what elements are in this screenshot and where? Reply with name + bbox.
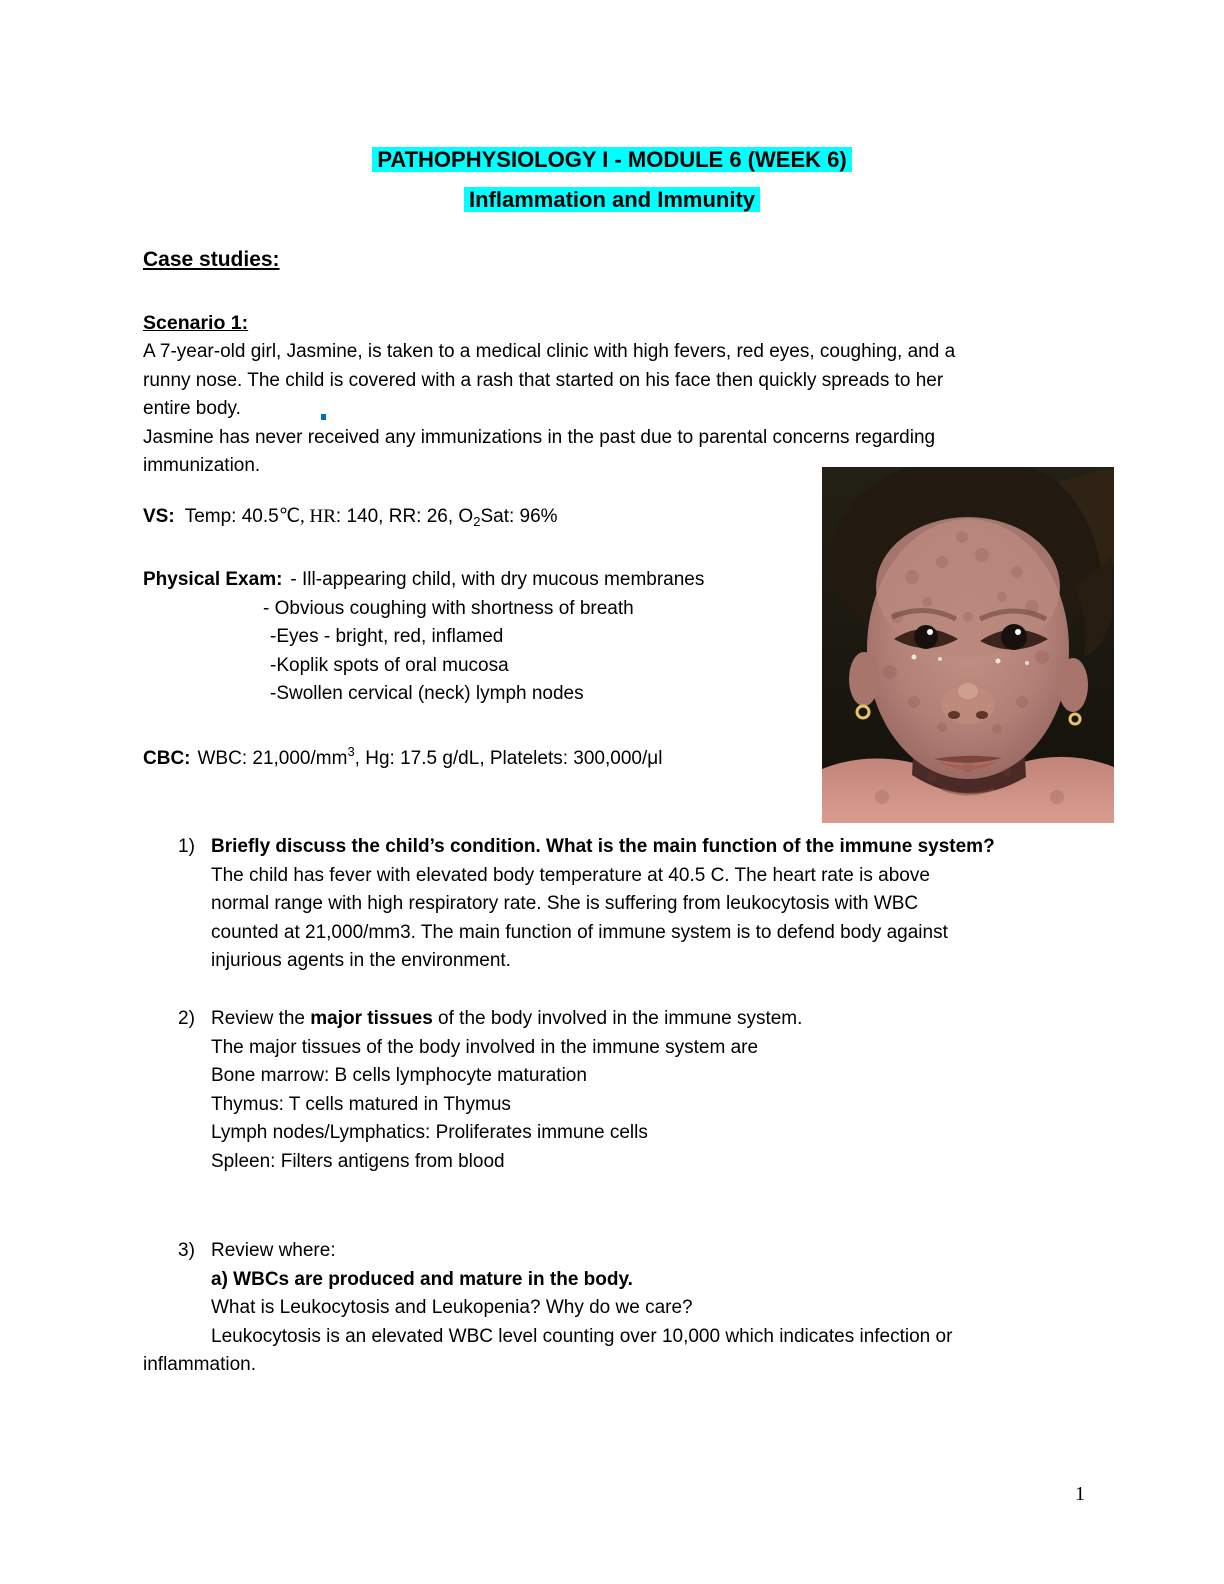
question-3 <box>143 1237 1093 1380</box>
highlighted-subtitle-text: Inflammation and Immunity <box>464 187 760 212</box>
answer-line: Lymph nodes/Lymphatics: Proliferates immune cells <box>211 1122 648 1144</box>
answer-line: The major tissues of the body involved in the immune system are <box>211 1036 759 1058</box>
question-2-bold: major tissues <box>310 1008 433 1029</box>
question-2-text <box>211 1005 1093 1034</box>
cbc-wbc: WBC: 21,000/mm <box>197 748 348 769</box>
question-1-text: Briefly discuss the child’s condition. What is the main function of the immune system? <box>211 836 995 857</box>
scenario1-heading: Scenario 1: <box>143 312 249 334</box>
answer-line: Leukocytosis is an elevated WBC level counting over 10,000 which indicates infection or <box>211 1325 953 1347</box>
question-3-text: Review where: <box>211 1240 336 1261</box>
vs-values: : 140, RR: 26, O <box>335 506 474 527</box>
question-1-number: 1) <box>178 836 195 857</box>
physical-exam-label: Physical Exam: <box>143 569 283 590</box>
question-1 <box>143 833 1093 976</box>
physical-exam-item: -Eyes - bright, red, inflamed <box>270 626 504 648</box>
question-3-number: 3) <box>178 1240 195 1261</box>
title-line-1 <box>0 140 1224 180</box>
document-title-block <box>0 140 1224 220</box>
physical-exam-line-1 <box>143 566 704 595</box>
highlighted-title-text: PATHOPHYSIOLOGY I - MODULE 6 (WEEK 6) <box>372 147 851 172</box>
answer-line: normal range with high respiratory rate. She is suffering from leukocytosis with WBC <box>211 893 919 915</box>
intro-line: entire body. <box>143 398 241 420</box>
measles-child-photo-illustration <box>822 467 1114 823</box>
cbc-rest: , Hg: 17.5 g/dL, Platelets: 300,000/μl <box>354 748 663 769</box>
vs-sat: Sat: 96% <box>480 506 558 527</box>
scenario1-intro <box>143 338 1103 481</box>
intro-line: runny nose. The child is covered with a rash that started on his face then quickly spreads to her <box>143 369 944 391</box>
answer-line: Bone marrow: B cells lymphocyte maturation <box>211 1065 587 1087</box>
page-number: 1 <box>1075 1483 1085 1505</box>
question-2-number: 2) <box>178 1008 195 1029</box>
measles-child-photo <box>822 467 1114 823</box>
answer-line: What is Leukocytosis and Leukopenia? Why do we care? <box>211 1297 693 1319</box>
mm3-superscript: 3 <box>347 744 355 759</box>
cbc-line <box>143 738 662 774</box>
answer-line: Spleen: Filters antigens from blood <box>211 1150 505 1172</box>
answer-line: The child has fever with elevated body temperature at 40.5 C. The heart rate is above <box>211 864 930 886</box>
vs-label: VS: <box>143 506 175 527</box>
o2-subscript: 2 <box>473 514 481 529</box>
answer-line: counted at 21,000/mm3. The main function of immune system is to defend body against <box>211 921 948 943</box>
physical-exam-item: -Swollen cervical (neck) lymph nodes <box>270 683 584 705</box>
vital-signs-line <box>143 503 558 537</box>
question-2 <box>143 1005 1093 1177</box>
physical-exam-block <box>143 566 704 709</box>
stray-blue-period <box>321 414 326 420</box>
physical-exam-item: -Koplik spots of oral mucosa <box>270 654 509 676</box>
vs-unit-serif: ℃, HR <box>278 506 336 527</box>
title-line-2 <box>0 180 1224 220</box>
question-3-subitem: a) WBCs are produced and mature in the body. <box>211 1268 633 1290</box>
vs-temp: Temp: 40.5 <box>184 506 279 527</box>
question-2-pre: Review the <box>211 1008 311 1029</box>
intro-line: A 7-year-old girl, Jasmine, is taken to a medical clinic with high fevers, red eyes, coughing, and a <box>143 341 956 362</box>
cbc-label: CBC: <box>143 748 191 769</box>
intro-line: Jasmine has never received any immunizations in the past due to parental concerns regarding <box>143 426 936 448</box>
physical-exam-item: - Obvious coughing with shortness of breath <box>263 597 634 619</box>
question-2-post: of the body involved in the immune system. <box>432 1008 803 1029</box>
case-studies-heading: Case studies: <box>143 248 280 271</box>
physical-exam-item: - Ill-appearing child, with dry mucous membranes <box>290 569 705 590</box>
intro-line: immunization. <box>143 455 261 477</box>
answer-line: injurious agents in the environment. <box>211 950 511 972</box>
answer-line-outdented: inflammation. <box>143 1354 256 1376</box>
answer-line: Thymus: T cells matured in Thymus <box>211 1093 511 1115</box>
